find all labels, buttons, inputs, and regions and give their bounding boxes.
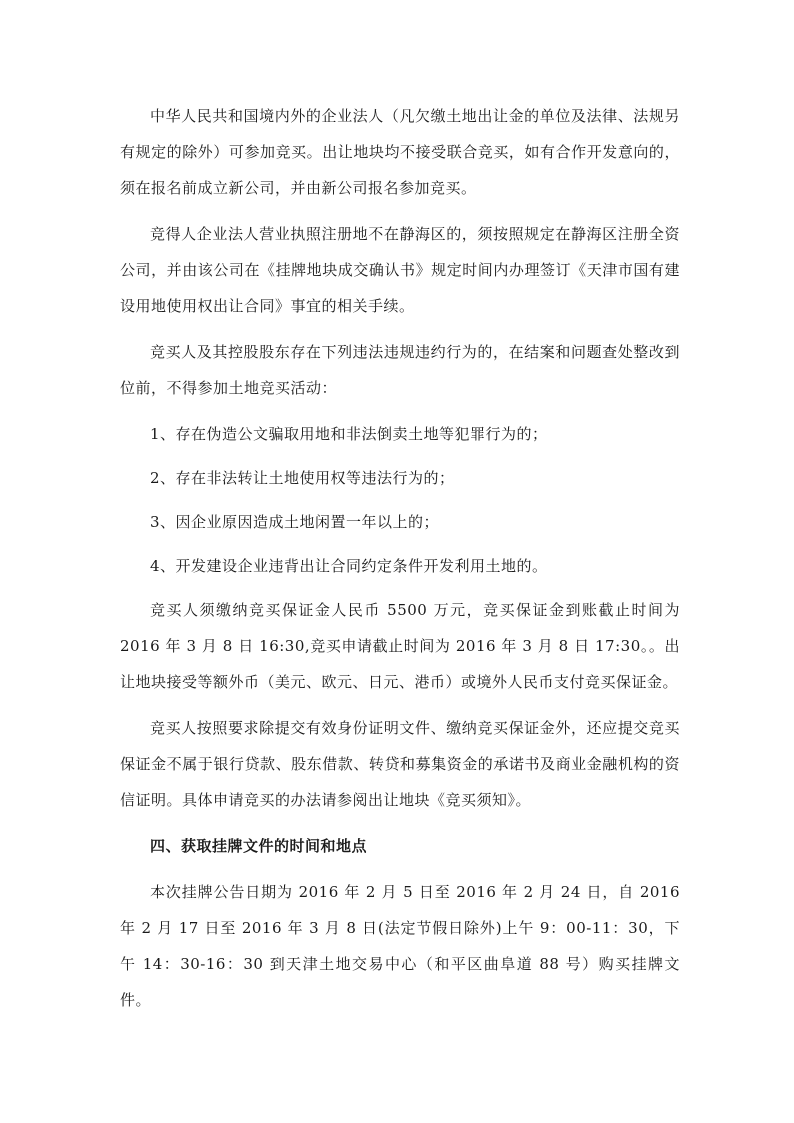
list-item-4: 4、开发建设企业违背出让合同约定条件开发利用土地的。 <box>150 557 548 575</box>
list-item-3: 3、因企业原因造成土地闲置一年以上的； <box>150 513 440 531</box>
paragraph-documents: 竞买人按照要求除提交有效身份证明文件、缴纳竞买保证金外，还应提交竞买保证金不属于银行贷款、股东借款、转贷和募集资金的承诺书及商业金融机构的资信证明。具体申请竞买的办法请参阅出让地块《竞买须知》。 <box>120 719 680 809</box>
paragraph-violations-intro: 竞买人及其控股股东存在下列违法违规违约行为的，在结案和问题查处整改到位前，不得参加土地竞买活动： <box>120 343 680 397</box>
section-heading-4: 四、获取挂牌文件的时间和地点 <box>150 837 368 855</box>
paragraph-schedule: 本次挂牌公告日期为 2016 年 2 月 5 日至 2016 年 2 月 24 日，自 2016 年 2 月 17 日至 2016 年 3 月 8 日(法定节假日除外)上午 9：00-11：30，下午 14：30-16：30 到天津土地交易中心（和平区曲阜道 88 号）购买挂牌文件。 <box>120 883 680 1009</box>
list-item-1: 1、存在伪造公文骗取用地和非法倒卖土地等犯罪行为的； <box>150 425 548 443</box>
document-page <box>120 98 680 1028</box>
paragraph-deposit: 竞买人须缴纳竞买保证金人民币 5500 万元，竞买保证金到账截止时间为 2016 年 3 月 8 日 16:30,竞买申请截止时间为 2016 年 3 月 8 日 17:30。。出让地块接受等额外币（美元、欧元、日元、港币）或境外人民币支付竞买保证金。 <box>120 601 680 691</box>
paragraph-company-registration: 竞得人企业法人营业执照注册地不在静海区的，须按照规定在静海区注册全资公司，并由该公司在《挂牌地块成交确认书》规定时间内办理签订《天津市国有建设用地使用权出让合同》事宜的相关手续。 <box>120 225 680 315</box>
list-item-2: 2、存在非法转让土地使用权等违法行为的； <box>150 469 455 487</box>
paragraph-eligibility: 中华人民共和国境内外的企业法人（凡欠缴土地出让金的单位及法律、法规另有规定的除外）可参加竞买。出让地块均不接受联合竞买，如有合作开发意向的，须在报名前成立新公司，并由新公司报名参加竞买。 <box>120 107 680 197</box>
